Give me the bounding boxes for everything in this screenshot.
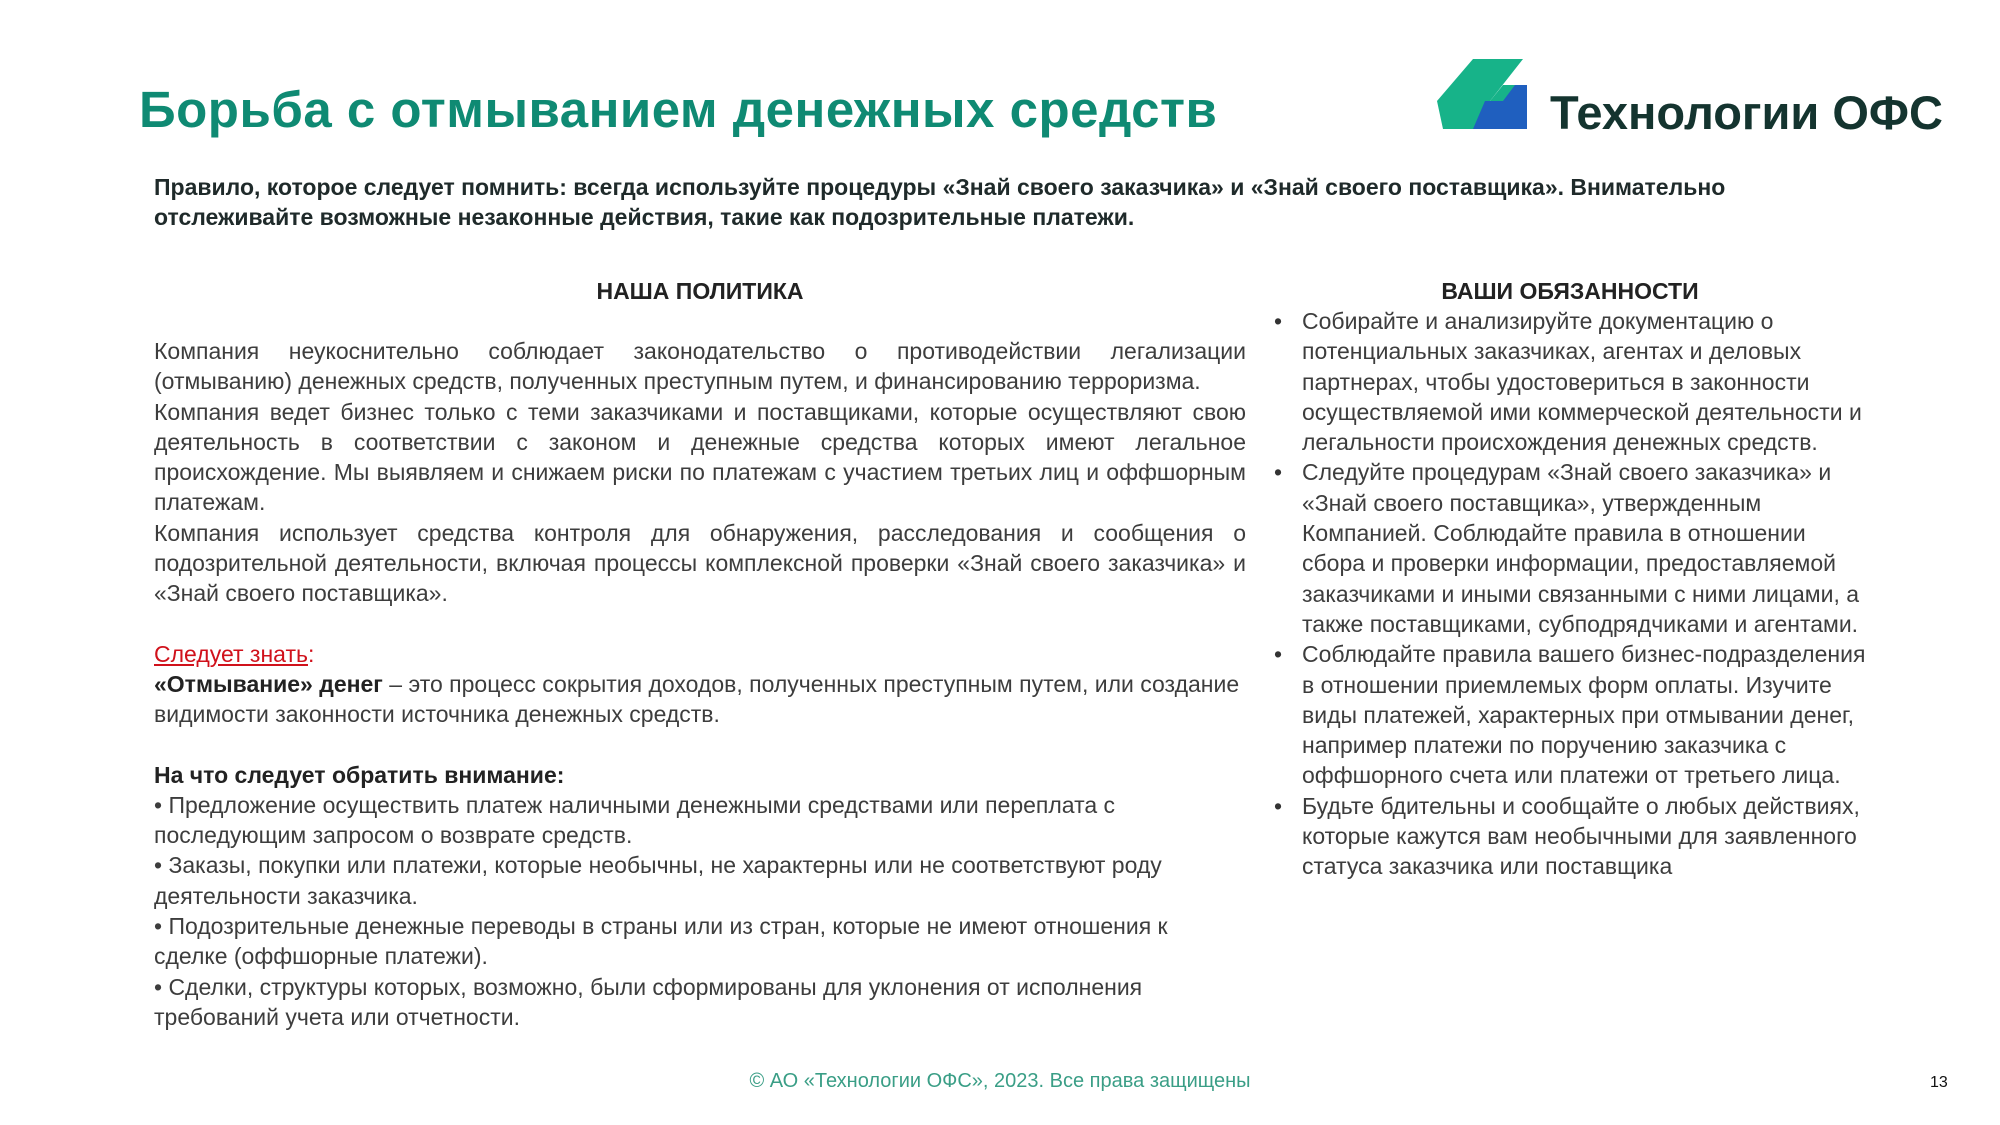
attention-item: • Сделки, структуры которых, возможно, были сформированы для уклонения от исполнения требований учета или отчетности. <box>154 973 1143 1030</box>
attention-item: • Подозрительные денежные переводы в страны или из стран, которые не имеют отношения к сделке (оффшорные платежи). <box>154 913 1168 970</box>
definition <box>154 669 1246 730</box>
note-colon: : <box>307 640 315 667</box>
duty-text: Собирайте и анализируйте документацию о потенциальных заказчиках, агентах и деловых партнерах, чтобы удостовериться в законности осуществляемой ими коммерческой деятельности и легальности происхождения денежных средств. <box>1302 308 1862 456</box>
policy-paragraph: Компания ведет бизнес только с теми заказчиками и поставщиками, которые осуществляют свою деятельность в соответствии с законом и денежные средства которых имеют легальное происхождение. Мы выявляем и снижаем риски по платежам с участием третьих лиц и оффшорным платежам. <box>154 398 1246 516</box>
note-label-line <box>154 639 1246 669</box>
brand-name: Технологии ОФС <box>1550 86 1943 139</box>
duty-text: Соблюдайте правила вашего бизнес-подразделения в отношении приемлемых форм оплаты. Изучите виды платежей, характерных при отмывании денег, например платежи по поручению заказчика с оффшорного счета или платежи от третьего лица. <box>1302 641 1866 789</box>
attention-item: • Предложение осуществить платеж наличными денежными средствами или переплата с последующим запросом о возврате средств. <box>154 791 1116 849</box>
list-item <box>1270 791 1870 882</box>
bullet-icon: • <box>1274 308 1283 334</box>
bullet-icon: • <box>1274 459 1283 486</box>
duty-text: Следуйте процедурам «Знай своего заказчика» и «Знай своего поставщика», утвержденным Компанией. Соблюдайте правила в отношении сбора и проверки информации, предоставляемой заказчиками и иными связанными с ними лицами, а также поставщиками, субподрядчиками и агентами. <box>1302 459 1860 637</box>
policy-heading: НАША ПОЛИТИКА <box>596 278 804 304</box>
definition-term: «Отмывание» денег <box>154 670 383 697</box>
copyright-footer: © АО «Технологии ОФС», 2023. Все права защищены <box>749 1070 1251 1092</box>
bullet-icon: • <box>1274 792 1283 819</box>
page-number: 13 <box>1930 1074 1948 1091</box>
duties-list <box>1270 306 1870 882</box>
list-item <box>1270 639 1870 790</box>
note-label: Следует знать <box>154 640 308 667</box>
attention-item: • Заказы, покупки или платежи, которые необычны, не характерны или не соответствуют роду деятельности заказчика. <box>154 852 1162 909</box>
duties-column <box>1270 276 1870 882</box>
policy-column <box>154 276 1246 1032</box>
bullet-icon: • <box>1274 641 1283 668</box>
intro-rule: Правило, которое следует помнить: всегда используйте процедуры «Знай своего заказчика» и «Знай своего поставщика». Внимательно отслеживайте возможные незаконные действия, такие как подозрительные платежи. <box>154 174 1726 230</box>
policy-paragraph: Компания использует средства контроля для обнаружения, расследования и сообщения о подозрительной деятельности, включая процессы комплексной проверки «Знай своего заказчика» и «Знай своего поставщика». <box>154 519 1246 607</box>
duties-heading: ВАШИ ОБЯЗАННОСТИ <box>1441 278 1699 304</box>
attention-heading: На что следует обратить внимание: <box>154 761 565 788</box>
page-title: Борьба с отмыванием денежных средств <box>139 81 1218 138</box>
list-item <box>1270 306 1870 457</box>
policy-paragraph: Компания неукоснительно соблюдает законодательство о противодействии легализации (отмыванию) денежных средств, полученных преступным путем, и финансированию терроризма. <box>154 338 1246 395</box>
duty-text: Будьте бдительны и сообщайте о любых действиях, которые кажутся вам необычными для заявленного статуса заказчика или поставщика <box>1302 792 1860 880</box>
definition-text: – это процесс сокрытия доходов, полученных преступным путем, или создание видимости законности источника денежных средств. <box>154 670 1240 728</box>
list-item <box>1270 457 1870 639</box>
